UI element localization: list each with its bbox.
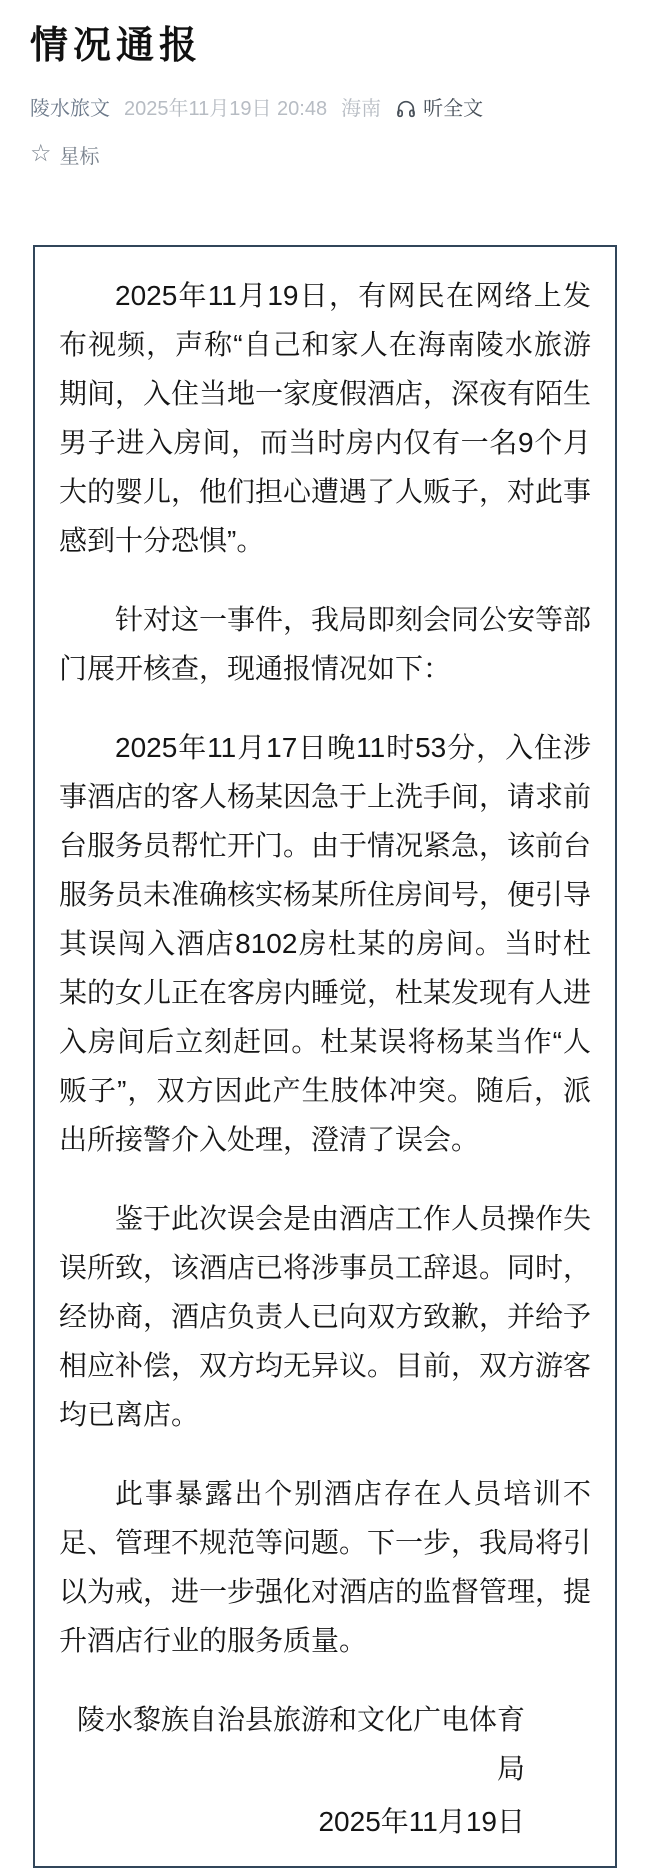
notice-paragraph: 2025年11月19日，有网民在网络上发布视频，声称“自己和家人在海南陵水旅游期间，入住当地一家度假酒店，深夜有陌生男子进入房间，而当时房内仅有一名9个月大的婴儿，他们担心遭遇了人贩子，对此事感到十分恐惧”。 xyxy=(59,279,592,556)
publish-timestamp: 2025年11月19日 20:48 xyxy=(124,97,328,120)
notice-paragraph: 鉴于此次误会是由酒店工作人员操作失误所致，该酒店已将涉事员工辞退。同时，经协商，酒店负责人已向双方致歉，并给予相应补偿，双方均无异议。目前，双方游客均已离店。 xyxy=(59,1202,592,1430)
headphones-icon xyxy=(395,98,417,120)
article-header xyxy=(0,0,650,169)
star-label: 星标 xyxy=(59,145,100,168)
publish-location: 海南 xyxy=(341,97,382,120)
notice-paragraphs xyxy=(59,271,591,1665)
star-button[interactable] xyxy=(30,140,100,169)
notice-paragraph: 2025年11月17日晚11时53分，入住涉事酒店的客人杨某因急于上洗手间，请求前台服务员帮忙开门。由于情况紧急，该前台服务员未准确核实杨某所住房间号，便引导其误闯入酒店8102房杜某的房间。当时杜某的女儿正在客房内睡觉，杜某发现有人进入房间后立刻赶回。杜某误将杨某当作“人贩子”，双方因此产生肢体冲突。随后，派出所接警介入处理，澄清了误会。 xyxy=(59,731,592,1155)
account-name-link[interactable]: 陵水旅文 xyxy=(30,97,110,120)
issue-date: 2025年11月19日 xyxy=(318,1805,525,1837)
issuing-authority: 陵水黎族自治县旅游和文化广电体育局 xyxy=(76,1703,525,1784)
byline xyxy=(30,96,620,122)
page-title: 情况通报 xyxy=(30,25,203,67)
signature-block xyxy=(59,1695,591,1846)
notice-paragraph: 针对这一事件，我局即刻会同公安等部门展开核查，现通报情况如下： xyxy=(59,603,592,684)
star-outline-icon: ☆ xyxy=(30,140,52,168)
notice-paragraph: 此事暴露出个别酒店存在人员培训不足、管理不规范等问题。下一步，我局将引以为戒，进一步强化对酒店的监督管理，提升酒店行业的服务质量。 xyxy=(59,1477,592,1656)
listen-full-text-button[interactable] xyxy=(395,96,483,122)
listen-full-text-label: 听全文 xyxy=(423,97,484,120)
notice-box xyxy=(33,245,617,1868)
